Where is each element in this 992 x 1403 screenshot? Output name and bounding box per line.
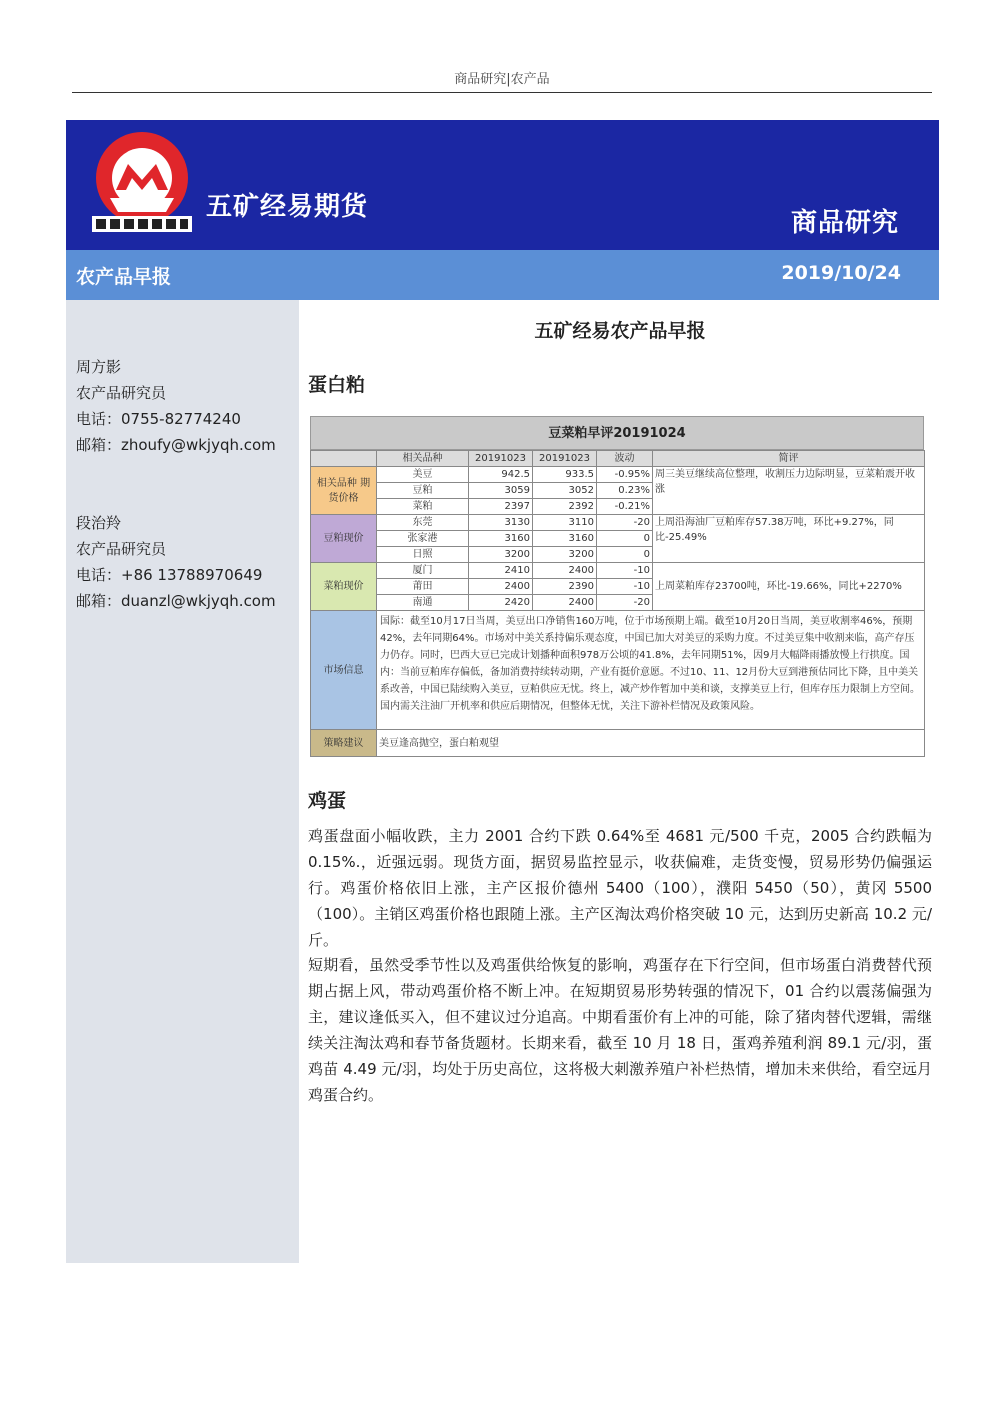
table-cell: 豆粕 [377,483,469,499]
table-cell: 933.5 [533,467,597,483]
table-cell: 2397 [469,499,533,515]
group-label: 菜粕现价 [311,563,377,611]
table-cell: 3130 [469,515,533,531]
contact-name: 周方影 [76,358,122,376]
eggs-paragraph: 短期看，虽然受季节性以及鸡蛋供给恢复的影响，鸡蛋存在下行空间，但市场蛋白消费替代预期占据上风，带动鸡蛋价格不断上冲。在短期贸易形势转强的情况下，01 合约以震荡偏强为主，建议逢低买入，但不建议过分追高。中期看蛋价有上冲的可能，除了猪肉替代逻辑，需继续关注淘汰鸡和春节备货题材。长期来看，截至 10 月 18 日，蛋鸡养殖利润 89.1 元/羽，蛋鸡苗 4.49 元/羽，均处于历史高位，这将极大刺激养殖户补栏热情，增加未来供给，看空远月鸡蛋合约。 [308,956,932,1104]
header-cell: 20191023 [533,451,597,467]
table-cell: 2400 [469,579,533,595]
contact-card [76,354,276,458]
contact-title: 农产品研究员 [76,384,167,402]
table-cell: -10 [597,563,653,579]
table-cell: 2390 [533,579,597,595]
table-cell: -0.21% [597,499,653,515]
market-info-text: 国际：截至10月17日当周，美豆出口净销售160万吨，位于市场预期上端。截至10月20日当周，美豆收割率46%，预期42%，去年同期64%。市场对中美关系持偏乐观态度，中国已加大对美豆的采购力度。不过美豆集中收割来临，高产存压力仍存。同时，巴西大豆已完成计划播种面积978万公顷的41.8%，去年同期51%，因9月大幅降雨播放慢上行拱度。国内：当前豆粕库存偏低，备加消费持续转动期，产业有挺价意愿。不过10、11、12月份大豆到港预估同比下降，且中美关系改善，中国已陆续购入美豆，豆粕供应无忧。终上，减产炒作暂加中美和谈，支撑美豆上行，但库存压力限制上方空间。国内需关注油厂开机率和供应后期情况，但整体无忧，关注下游补栏情况及政策风险。 [377,611,925,730]
contact-email: 邮箱：duanzl@wkjyqh.com [76,592,276,610]
contact-name: 段治羚 [76,514,122,532]
table-cell: 菜粕 [377,499,469,515]
report-name: 农产品早报 [76,266,172,288]
table-cell: 莆田 [377,579,469,595]
table-title: 豆菜粕早评20191024 [310,416,924,450]
table-cell: 942.5 [469,467,533,483]
contact-card [76,510,276,614]
table-cell: 2420 [469,595,533,611]
header-cell: 20191023 [469,451,533,467]
table-cell: -20 [597,595,653,611]
table-cell: 3160 [533,531,597,547]
table-cell: 东莞 [377,515,469,531]
table-cell: 3200 [533,547,597,563]
sidebar [66,300,299,1263]
table-cell: 3059 [469,483,533,499]
meal-review-table [310,416,924,757]
strategy-text: 美豆逢高抛空，蛋白粕观望 [377,730,925,757]
contact-email: 邮箱：zhoufy@wkjyqh.com [76,436,276,454]
report-bar [66,250,939,300]
group-label: 市场信息 [311,611,377,730]
table-row [311,515,925,531]
document-title: 五矿经易农产品早报 [534,320,706,342]
table-cell: 3052 [533,483,597,499]
table-cell: 2400 [533,563,597,579]
table-cell: 2410 [469,563,533,579]
header-cell: 相关品种 [377,451,469,467]
table-cell: -0.95% [597,467,653,483]
group-label: 策略建议 [311,730,377,757]
table-cell: 美豆 [377,467,469,483]
brand-name: 五矿经易期货 [206,192,369,222]
section-heading-protein-meal: 蛋白粕 [308,374,366,396]
table-cell: 0.23% [597,483,653,499]
table-cell: 0 [597,531,653,547]
report-date: 2019/10/24 [781,262,901,284]
contact-title: 农产品研究员 [76,540,167,558]
table-row [311,467,925,483]
contact-phone: 电话：0755-82774240 [76,410,241,428]
header-cell: 简评 [653,451,925,467]
table-cell: 3110 [533,515,597,531]
table-row [311,563,925,579]
banner [66,120,939,250]
section-heading-eggs: 鸡蛋 [308,790,347,812]
group-note: 上周沿海油厂豆粕库存57.38万吨，环比+9.27%，同比-25.49% [653,515,925,563]
group-label: 相关品种 期货价格 [311,467,377,515]
group-note: 周三美豆继续高位整理，收割压力边际明显，豆菜粕震开收涨 [653,467,925,515]
eggs-paragraph: 鸡蛋盘面小幅收跌，主力 2001 合约下跌 0.64%至 4681 元/500 千克，2005 合约跌幅为 0.15%.，近强远弱。现货方面，据贸易监控显示，收获偏难，走货变慢，贸易形势仍偏强运行。鸡蛋价格依旧上涨，主产区报价德州 5400（100），濮阳 5450（50），黄冈 5500（100）。主销区鸡蛋价格也跟随上涨。主产区淘汰鸡价格突破 10 元，达到历史新高 10.2 元/斤。 [308,827,932,949]
table-cell: 0 [597,547,653,563]
table-cell: -20 [597,515,653,531]
table-cell: 2400 [533,595,597,611]
table-cell: 3200 [469,547,533,563]
group-note: 上周菜粕库存23700吨，环比-19.66%，同比+2270% [653,563,925,611]
minmetals-logo [86,128,198,240]
header-cell: 波动 [597,451,653,467]
table-cell: 厦门 [377,563,469,579]
running-header: 商品研究|农产品 [72,70,932,93]
section-label: 商品研究 [790,208,899,238]
table-cell: -10 [597,579,653,595]
table-cell: 3160 [469,531,533,547]
market-info-row [311,611,925,730]
table-cell: 张家港 [377,531,469,547]
table-cell: 日照 [377,547,469,563]
strategy-row [311,730,925,757]
group-label: 豆粕现价 [311,515,377,563]
table-cell: 2392 [533,499,597,515]
table-header-row [311,451,925,467]
table-cell: 南通 [377,595,469,611]
contact-phone: 电话：+86 13788970649 [76,566,263,584]
